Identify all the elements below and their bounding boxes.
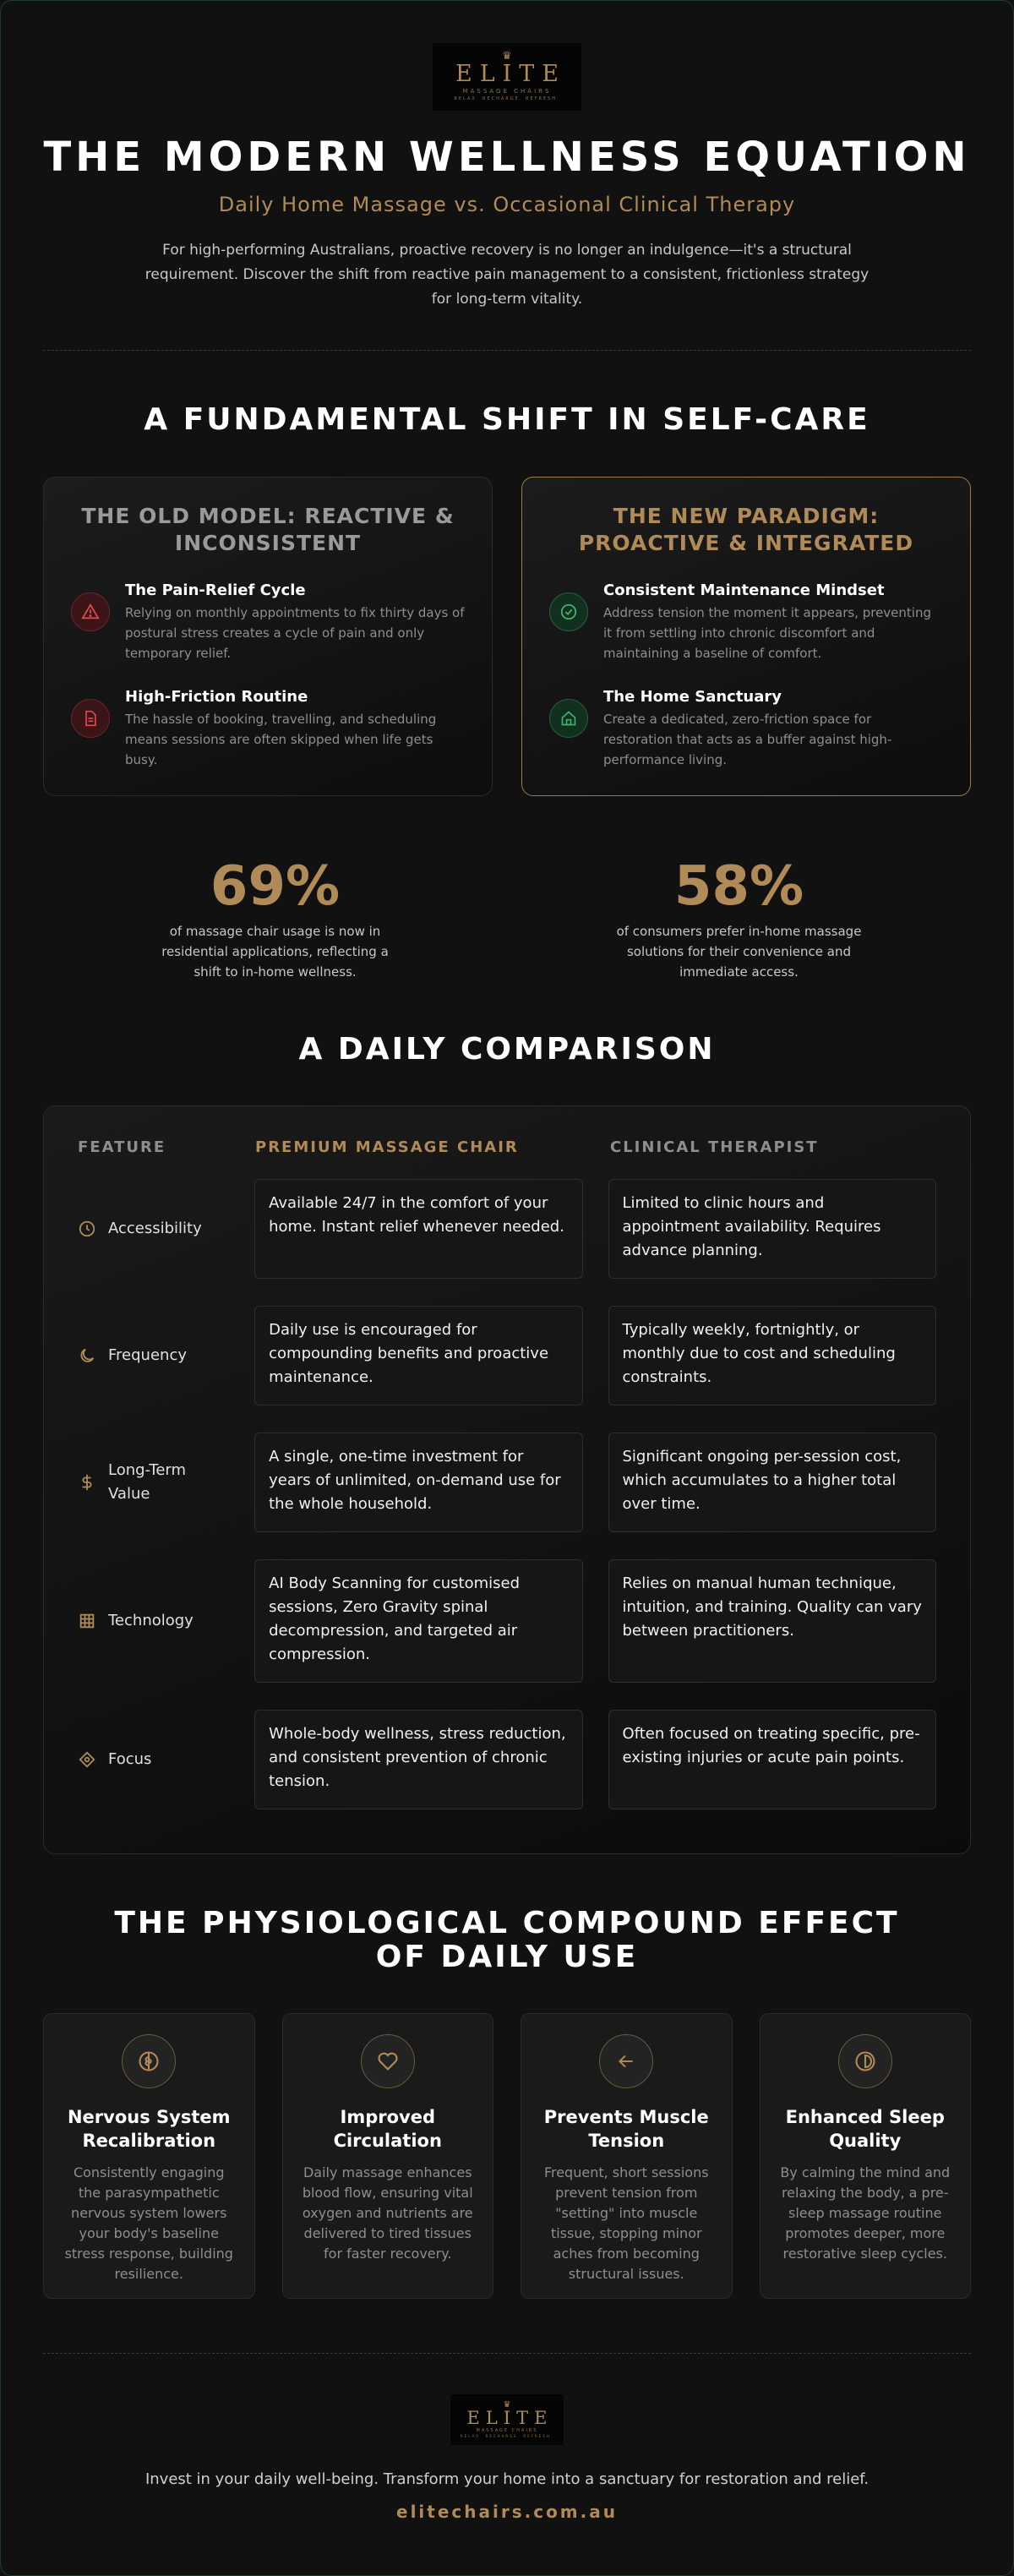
warning-triangle-icon — [71, 592, 110, 631]
shift-section-title: A FUNDAMENTAL SHIFT IN SELF-CARE — [144, 402, 870, 437]
old-model-card — [43, 477, 493, 796]
old-model-title: THE OLD MODEL: REACTIVE & INCONSISTENT — [81, 504, 455, 555]
page-subtitle: Daily Home Massage vs. Occasional Clinical Therapy — [218, 193, 796, 216]
stat-residential — [43, 857, 507, 982]
chair-cell: A single, one-time investment for years of unlimited, on-demand use for the whole household. — [254, 1433, 583, 1532]
effect-text: Daily massage enhances blood flow, ensuring vital oxygen and nutrients are delivered to tired tissues for faster recovery. — [302, 2164, 473, 2262]
stat-value: 69% — [210, 855, 341, 918]
table-row — [78, 1710, 936, 1809]
item-heading: The Home Sanctuary — [603, 688, 782, 706]
dollar-icon — [78, 1473, 96, 1492]
website-link[interactable]: elitechairs.com.au — [396, 2502, 618, 2522]
item-text: The hassle of booking, travelling, and scheduling means sessions are often skipped when life gets busy. — [125, 712, 437, 767]
model-comparison — [43, 477, 971, 796]
feature-label — [78, 1609, 254, 1633]
section-divider — [43, 350, 971, 351]
check-circle-icon — [549, 592, 588, 631]
effect-title: Nervous System Recalibration — [67, 2107, 231, 2151]
section-divider — [43, 2353, 971, 2354]
table-row — [78, 1306, 936, 1405]
heart-icon — [361, 2034, 415, 2088]
target-icon — [78, 1750, 96, 1769]
logo-tagline: RELAX. RECHARGE. REFRESH. — [454, 96, 560, 101]
header-chair: PREMIUM MASSAGE CHAIR — [255, 1138, 519, 1156]
item-text: Create a dedicated, zero-friction space for restoration that acts as a buffer against high-performance living. — [603, 712, 892, 767]
feature-label — [78, 1748, 254, 1771]
crown-icon: ♛ — [503, 2399, 511, 2410]
stat-value: 58% — [673, 855, 804, 918]
chair-cell: Daily use is encouraged for compounding benefits and proactive maintenance. — [254, 1306, 583, 1405]
stat-in-home — [507, 857, 971, 982]
table-header — [78, 1138, 936, 1156]
feature-name: Accessibility — [108, 1220, 202, 1237]
new-paradigm-item — [549, 581, 943, 663]
table-row — [78, 1433, 936, 1532]
effects-title: THE PHYSIOLOGICAL COMPOUND EFFECT OF DAILY USE — [114, 1906, 900, 1974]
effect-text: Consistently engaging the parasympathetic nervous system lowers your body's baseline stress response, building resilience. — [64, 2164, 233, 2282]
table-row — [78, 1179, 936, 1279]
feature-label — [78, 1344, 254, 1367]
logo-subline: MASSAGE CHAIRS — [476, 2427, 538, 2433]
feature-name: Long-Term Value — [108, 1461, 187, 1503]
item-text: Relying on monthly appointments to fix thirty days of postural stress creates a cycle of pain and only temporary relief. — [125, 605, 465, 661]
chair-cell: Whole-body wellness, stress reduction, and consistent prevention of chronic tension. — [254, 1710, 583, 1809]
logo-subline: MASSAGE CHAIRS — [462, 88, 552, 95]
old-model-item — [71, 581, 465, 663]
new-paradigm-title: THE NEW PARADIGM: PROACTIVE & INTEGRATED — [578, 504, 914, 555]
old-model-item — [71, 687, 465, 770]
grid-icon — [78, 1612, 96, 1630]
intro-text: For high-performing Australians, proactive recovery is no longer an indulgence—it's a structural requirement. Discover the shift from reactive pain management to a consistent, frictionless strategy for long-term vitality. — [144, 242, 870, 308]
table-row — [78, 1559, 936, 1683]
stat-text: of massage chair usage is now in residential applications, reflecting a shift to in-home wellness. — [161, 924, 389, 980]
brand-logo — [433, 43, 581, 111]
therapist-cell: Typically weekly, fortnightly, or monthly due to cost and scheduling constraints. — [608, 1306, 937, 1405]
effect-card — [282, 2013, 494, 2299]
logo-wordmark: ELITE — [466, 2407, 553, 2428]
effect-title: Prevents Muscle Tension — [543, 2107, 709, 2151]
effect-text: Frequent, short sessions prevent tension from "setting" into muscle tissue, stopping minor aches from becoming structural issues. — [543, 2164, 709, 2282]
effect-card — [521, 2013, 733, 2299]
effect-card — [760, 2013, 972, 2299]
feature-label — [78, 1459, 254, 1506]
effect-card — [43, 2013, 255, 2299]
comparison-table — [43, 1105, 971, 1854]
item-heading: Consistent Maintenance Mindset — [603, 581, 885, 599]
chair-cell: Available 24/7 in the comfort of your home. Instant relief whenever needed. — [254, 1179, 583, 1279]
logo-tagline: RELAX. RECHARGE. REFRESH. — [460, 2433, 554, 2438]
new-paradigm-card — [521, 477, 971, 796]
brain-icon — [122, 2034, 176, 2088]
effect-text: By calming the mind and relaxing the body, a pre-sleep massage routine promotes deeper, more restorative sleep cycles. — [780, 2164, 951, 2262]
therapist-cell: Significant ongoing per-session cost, which accumulates to a higher total over time. — [608, 1433, 937, 1532]
crown-icon: ♛ — [502, 50, 512, 63]
footer-logo — [450, 2394, 564, 2445]
therapist-cell: Limited to clinic hours and appointment availability. Requires advance planning. — [608, 1179, 937, 1279]
footer-text: Invest in your daily well-being. Transform your home into a sanctuary for restoration and relief. — [144, 2470, 870, 2488]
effects-cards — [43, 2013, 971, 2299]
feature-name: Technology — [108, 1612, 194, 1629]
comparison-title: A DAILY COMPARISON — [298, 1032, 716, 1067]
clock-icon — [78, 1220, 96, 1238]
stats-row — [43, 857, 971, 982]
chair-cell: AI Body Scanning for customised sessions, Zero Gravity spinal decompression, and targeted air compression. — [254, 1559, 583, 1683]
stat-text: of consumers prefer in-home massage solutions for their convenience and immediate access. — [616, 924, 862, 980]
document-icon — [71, 699, 110, 738]
therapist-cell: Relies on manual human technique, intuition, and training. Quality can vary between practitioners. — [608, 1559, 937, 1683]
header-feature: FEATURE — [78, 1138, 166, 1156]
item-heading: High-Friction Routine — [125, 688, 308, 706]
half-moon-icon — [838, 2034, 892, 2088]
effect-title: Improved Circulation — [333, 2107, 442, 2151]
page-title: THE MODERN WELLNESS EQUATION — [43, 134, 971, 181]
home-icon — [549, 699, 588, 738]
logo-wordmark: ELITE — [455, 61, 567, 87]
moon-icon — [78, 1346, 96, 1365]
effect-title: Enhanced Sleep Quality — [785, 2107, 945, 2151]
therapist-cell: Often focused on treating specific, pre-existing injuries or acute pain points. — [608, 1710, 937, 1809]
item-text: Address tension the moment it appears, preventing it from settling into chronic discomfort and maintaining a baseline of comfort. — [603, 605, 931, 661]
arrow-left-icon — [599, 2034, 653, 2088]
feature-name: Focus — [108, 1750, 152, 1768]
item-heading: The Pain-Relief Cycle — [125, 581, 306, 599]
header-therapist: CLINICAL THERAPIST — [610, 1138, 819, 1156]
feature-label — [78, 1217, 254, 1241]
new-paradigm-item — [549, 687, 943, 770]
feature-name: Frequency — [108, 1346, 187, 1364]
